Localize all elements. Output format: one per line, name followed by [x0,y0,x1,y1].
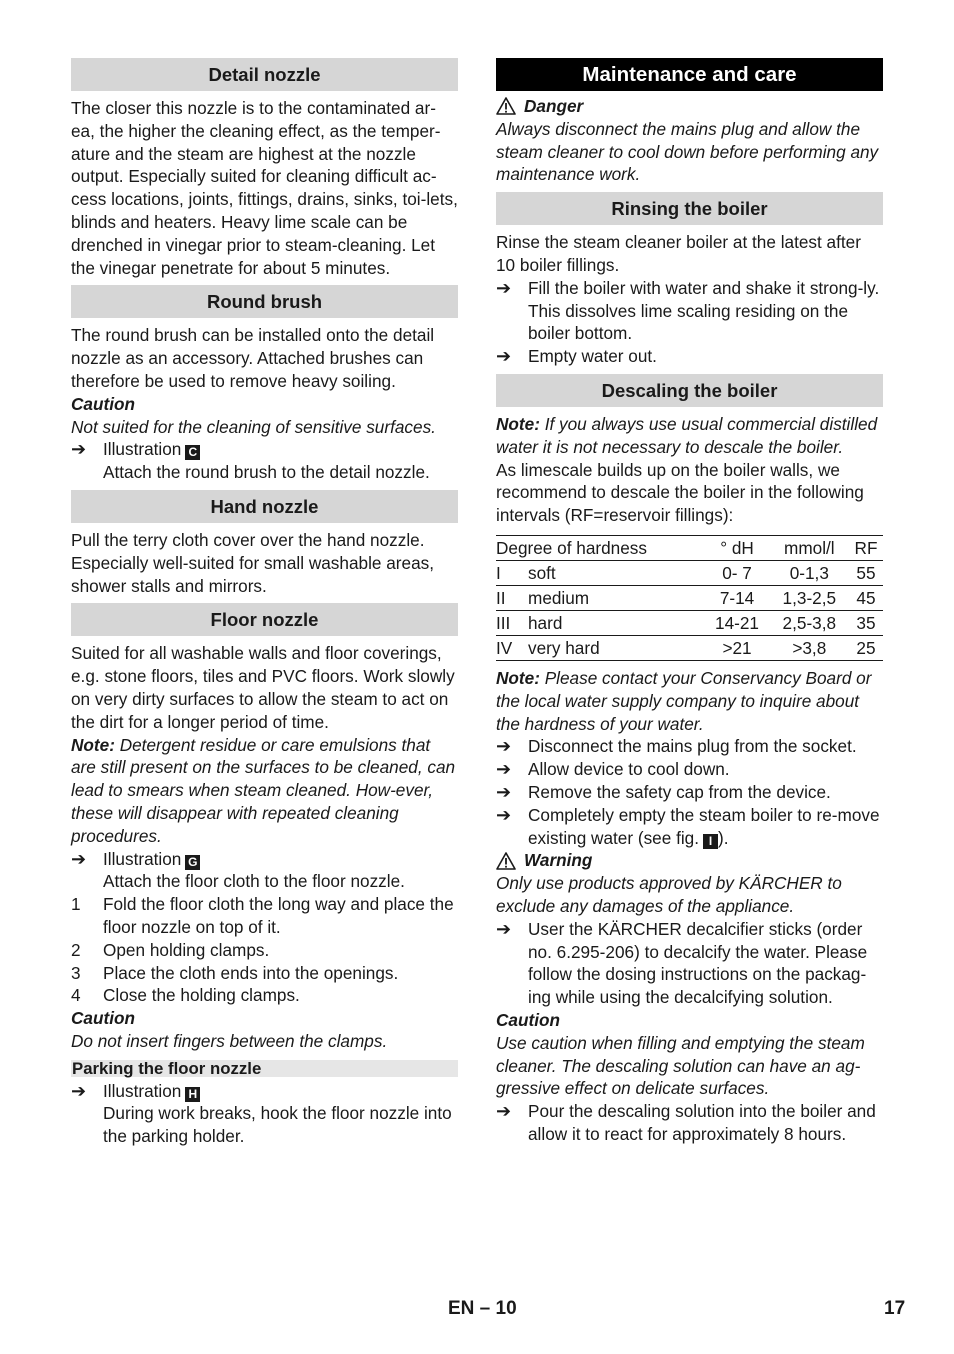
arrow-right-icon: ➔ [496,918,512,939]
numbered-step: 3 Place the cloth ends into the openings. [71,962,399,983]
table-row: IV very hard >21 >3,8 25 [496,635,883,660]
arrow-right-icon: ➔ [71,1080,87,1101]
arrow-right-icon: ➔ [71,848,87,869]
caution-label: Caution [71,1008,135,1029]
instruction-step: ➔ Disconnect the mains plug from the socket. [496,736,857,757]
caution-label: Caution [71,393,135,414]
warning-text: Only use products approved by KÄRCHER to exclude any damages of the appliance. [496,873,842,916]
arrow-right-icon: ➔ [496,804,512,825]
instruction-step: Attach the floor cloth to the floor nozzle. [103,871,405,892]
round-brush-body: The round brush can be installed onto the detail nozzle as an accessory. Attached brushes can therefore be used to remove heavy soiling. [71,325,435,391]
warning-heading: Warning [496,849,883,872]
arrow-right-icon: ➔ [496,736,512,757]
section-heading-descaling: Descaling the boiler [496,374,883,407]
danger-text: Always disconnect the mains plug and allow the steam cleaner to cool down before performing any maintenance work. [496,118,879,185]
section-heading-detail-nozzle: Detail nozzle [71,58,458,91]
illustration-label: Illustration [103,439,182,460]
caution-text: Do not insert fingers between the clamps. [71,1030,388,1051]
instruction-step: ➔ Completely empty the steam boiler to re-move existing water (see fig. I ). [496,804,880,848]
danger-heading: Danger [496,95,883,118]
arrow-right-icon: ➔ [496,277,512,298]
illustration-label: Illustration [103,1080,182,1101]
arrow-right-icon: ➔ [496,1101,512,1122]
arrow-right-icon: ➔ [496,781,512,802]
instruction-step: ➔ Remove the safety cap from the device. [496,781,831,802]
instruction-step: ➔ Pour the descaling solution into the boiler and allow it to react for approximately 8 hours. [496,1101,876,1144]
numbered-step: 4 Close the holding clamps. [71,985,300,1006]
page-number: 17 [884,1298,906,1319]
figure-reference-icon: G [185,855,200,870]
figure-reference-icon: I [703,834,718,849]
warning-triangle-icon [496,852,516,870]
water-hardness-table [496,535,883,661]
caution-text: Not suited for the cleaning of sensitive surfaces. [71,416,436,437]
subheading-parking-floor-nozzle: Parking the floor nozzle [71,1060,458,1077]
arrow-right-icon: ➔ [71,439,87,460]
detail-nozzle-body: The closer this nozzle is to the contaminated ar-ea, the higher the cleaning effect, as the temper-ature and the steam are highest at the nozzle output. Especially suited for cleaning difficult ac-cess locations, joints, fittings, drains, sinks, toi-lets, blinds and heaters. Heavy lime scale can be drenched in vinegar prior to steam-cleaning. Let the vinegar penetrate for about 5 minutes. [71,98,458,278]
arrow-right-icon: ➔ [496,346,512,367]
illustration-step [71,1080,458,1103]
table-row: I soft 0- 7 0-1,3 55 [496,560,883,585]
note-paragraph: Note: If you always use usual commercial distilled water it is not necessary to descale the boiler. [496,413,878,457]
table-row: III hard 14-21 2,5-3,8 35 [496,610,883,635]
numbered-step: 2 Open holding clamps. [71,939,270,960]
arrow-right-icon: ➔ [496,759,512,780]
instruction-step: Attach the round brush to the detail nozzle. [103,462,430,483]
caution-text: Use caution when filling and emptying the steam cleaner. The descaling solution can have an ag-gressive effect on delicate surfaces. [496,1032,865,1099]
section-heading-floor-nozzle: Floor nozzle [71,603,458,636]
illustration-step [71,438,458,461]
footer-section-page: EN – 10 [448,1298,517,1319]
warning-triangle-icon [496,97,516,115]
caution-label: Caution [496,1009,560,1030]
descaling-body: As limescale builds up on the boiler walls, we recommend to descale the boiler in the following intervals (RF=reservoir fillings): [496,459,864,526]
note-paragraph: Note: Detergent residue or care emulsions that are still present on the surfaces to be cleaned, can lead to smears when steam cleaned. How-ever, these will disappear with repeated cleaning procedures. [71,734,456,846]
right-column [496,58,883,1146]
illustration-label: Illustration [103,848,182,869]
figure-reference-icon: H [185,1087,200,1102]
table-header-row: Degree of hardness ° dH mmol/l RF [496,535,883,560]
table-row: II medium 7-14 1,3-2,5 45 [496,585,883,610]
instruction-step: ➔ User the KÄRCHER decalcifier sticks (order no. 6.295-206) to decalcify the water. Please follow the dosing instructions on the packag-ing while using the decalcifying solution. [496,918,868,1008]
instruction-step: ➔ Fill the boiler with water and shake it strong-ly. This dissolves lime scaling residing on the boiler bottom. [496,277,880,344]
instruction-step: ➔ Allow device to cool down. [496,759,730,780]
floor-nozzle-body: Suited for all washable walls and floor coverings, e.g. stone floors, tiles and PVC floors. Work slowly on very dirty surfaces to allow the steam to act on the dirt for a longer period of time. [71,643,455,732]
chapter-heading-maintenance: Maintenance and care [496,58,883,91]
instruction-step: ➔ Empty water out. [496,346,657,367]
note-paragraph: Note: Please contact your Conservancy Board or the local water supply company to inquire about the hardness of your water. [496,667,872,734]
hand-nozzle-body: Pull the terry cloth cover over the hand nozzle. Especially well-suited for small washable areas, shower stalls and mirrors. [71,529,435,596]
section-heading-round-brush: Round brush [71,285,458,318]
section-heading-hand-nozzle: Hand nozzle [71,490,458,523]
figure-reference-icon: C [185,445,200,460]
illustration-step [71,848,458,871]
numbered-step: 1 Fold the floor cloth the long way and place the floor nozzle on top of it. [71,894,454,937]
left-column [71,58,458,1148]
section-heading-rinsing: Rinsing the boiler [496,192,883,225]
rinsing-body: Rinse the steam cleaner boiler at the latest after 10 boiler fillings. [496,232,861,275]
instruction-step: During work breaks, hook the floor nozzle into the parking holder. [103,1103,452,1147]
